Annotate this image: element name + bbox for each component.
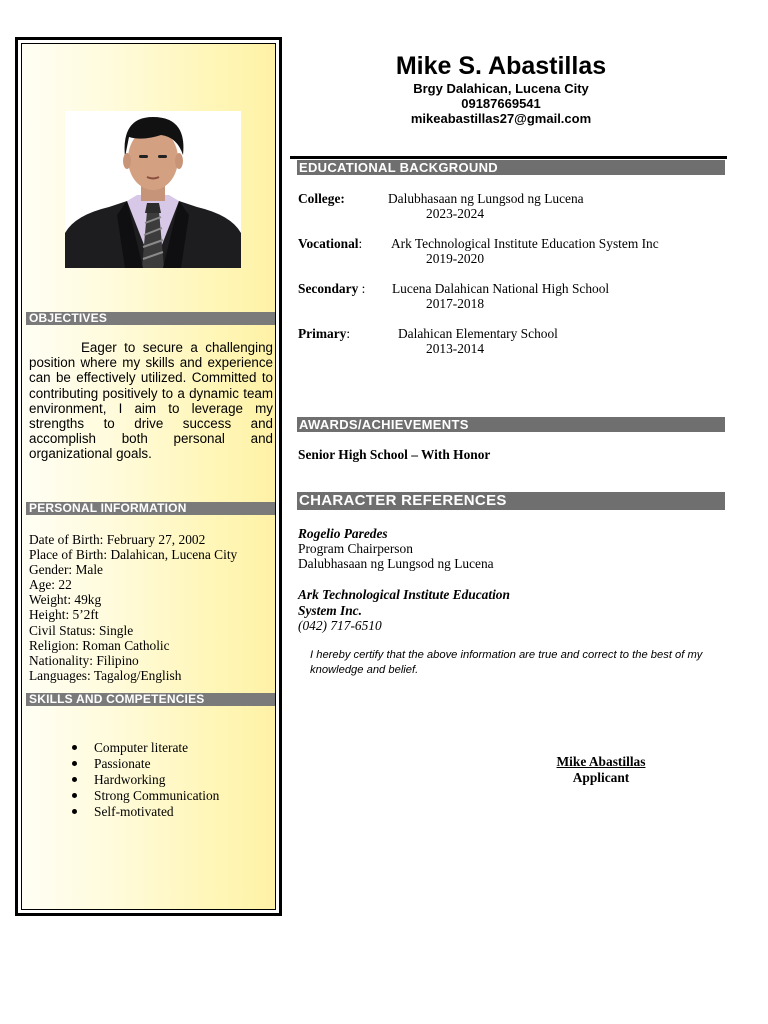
awards-heading: AWARDS/ACHIEVEMENTS [297, 417, 725, 432]
edu-label-secondary [298, 281, 365, 296]
reference-2-org-line1: Ark Technological Institute Education [298, 587, 510, 602]
edu-label-text: Primary [298, 326, 347, 341]
address: Brgy Dalahican, Lucena City [413, 81, 589, 96]
info-languages: Languages: Tagalog/English [29, 667, 182, 683]
edu-years-vocational: 2019-2020 [426, 251, 485, 266]
certification-statement: I hereby certify that the above information are true and correct to the best of my knowledge and belief. [310, 649, 703, 676]
personal-info-list [29, 532, 279, 683]
profile-photo [65, 111, 241, 268]
sidebar-panel [15, 37, 282, 916]
skills-heading: SKILLS AND COMPETENCIES [26, 693, 275, 706]
edu-label-sep: : [346, 326, 351, 341]
edu-label-vocational [298, 236, 362, 251]
edu-school-vocational: Ark Technological Institute Education System Inc [391, 236, 659, 251]
header-divider [290, 156, 727, 159]
edu-label-text: Secondary [298, 281, 359, 296]
email-address: mikeabastillas27@gmail.com [410, 111, 592, 126]
info-dob: Date of Birth: February 27, 2002 [29, 532, 206, 547]
edu-label-text: Vocational [298, 236, 359, 251]
edu-school-secondary: Lucena Dalahican National High School [392, 281, 610, 296]
applicant-name: Mike S. Abastillas [395, 52, 607, 80]
education-heading: EDUCATIONAL BACKGROUND [297, 160, 725, 175]
skills-list [94, 740, 219, 820]
edu-label-sep: : [358, 236, 363, 251]
edu-label-text: College: [298, 191, 345, 206]
edu-years-primary: 2013-2014 [426, 341, 485, 356]
info-height: Height: 5’2ft [29, 607, 99, 623]
info-weight: Weight: 49kg [29, 592, 102, 608]
reference-2-org-line2: System Inc. [298, 603, 362, 618]
edu-school-primary: Dalahican Elementary School [398, 326, 558, 341]
edu-years-college: 2023-2024 [426, 206, 485, 221]
reference-2-phone: (042) 717-6510 [298, 618, 382, 633]
reference-1-organization: Dalubhasaan ng Lungsod ng Lucena [298, 556, 494, 571]
info-nationality: Nationality: Filipino [29, 652, 139, 668]
signature-role: Applicant [572, 770, 630, 785]
objectives-heading: OBJECTIVES [26, 312, 275, 325]
references-heading: CHARACTER REFERENCES [297, 492, 725, 510]
signature-name: Mike Abastillas [556, 754, 646, 769]
portrait-image [65, 111, 241, 268]
edu-label-college [298, 191, 345, 206]
edu-years-secondary: 2017-2018 [426, 296, 485, 311]
objectives-text [29, 340, 273, 462]
skill-item: Computer literate [94, 740, 219, 756]
phone-number: 09187669541 [461, 96, 541, 111]
info-gender: Gender: Male [29, 562, 103, 578]
sidebar-inner [21, 43, 276, 910]
edu-school-college: Dalubhasaan ng Lungsod ng Lucena [388, 191, 584, 206]
personal-info-heading: PERSONAL INFORMATION [26, 502, 275, 515]
info-civil-status: Civil Status: Single [29, 622, 134, 638]
skill-item: Self-motivated [94, 804, 219, 820]
info-birthplace: Place of Birth: Dalahican, Lucena City [29, 547, 238, 563]
reference-1-position: Program Chairperson [298, 541, 413, 556]
skill-item: Strong Communication [94, 788, 220, 804]
award-item: Senior High School – With Honor [298, 447, 491, 462]
edu-label-sep: : [358, 281, 366, 296]
skill-item: Passionate [94, 756, 219, 772]
skill-item: Hardworking [94, 772, 219, 788]
reference-1-name: Rogelio Paredes [298, 526, 388, 541]
info-age: Age: 22 [29, 577, 72, 593]
info-religion: Religion: Roman Catholic [29, 637, 170, 653]
edu-label-primary [298, 326, 350, 341]
objectives-text-body: Eager to secure a challenging position where my skills and experience can be effectively utilized. Committed to contributing positively to a dynamic team environment, I aim to leverage my strengths to drive success and accomplish both personal and organizational goals. [29, 340, 274, 462]
